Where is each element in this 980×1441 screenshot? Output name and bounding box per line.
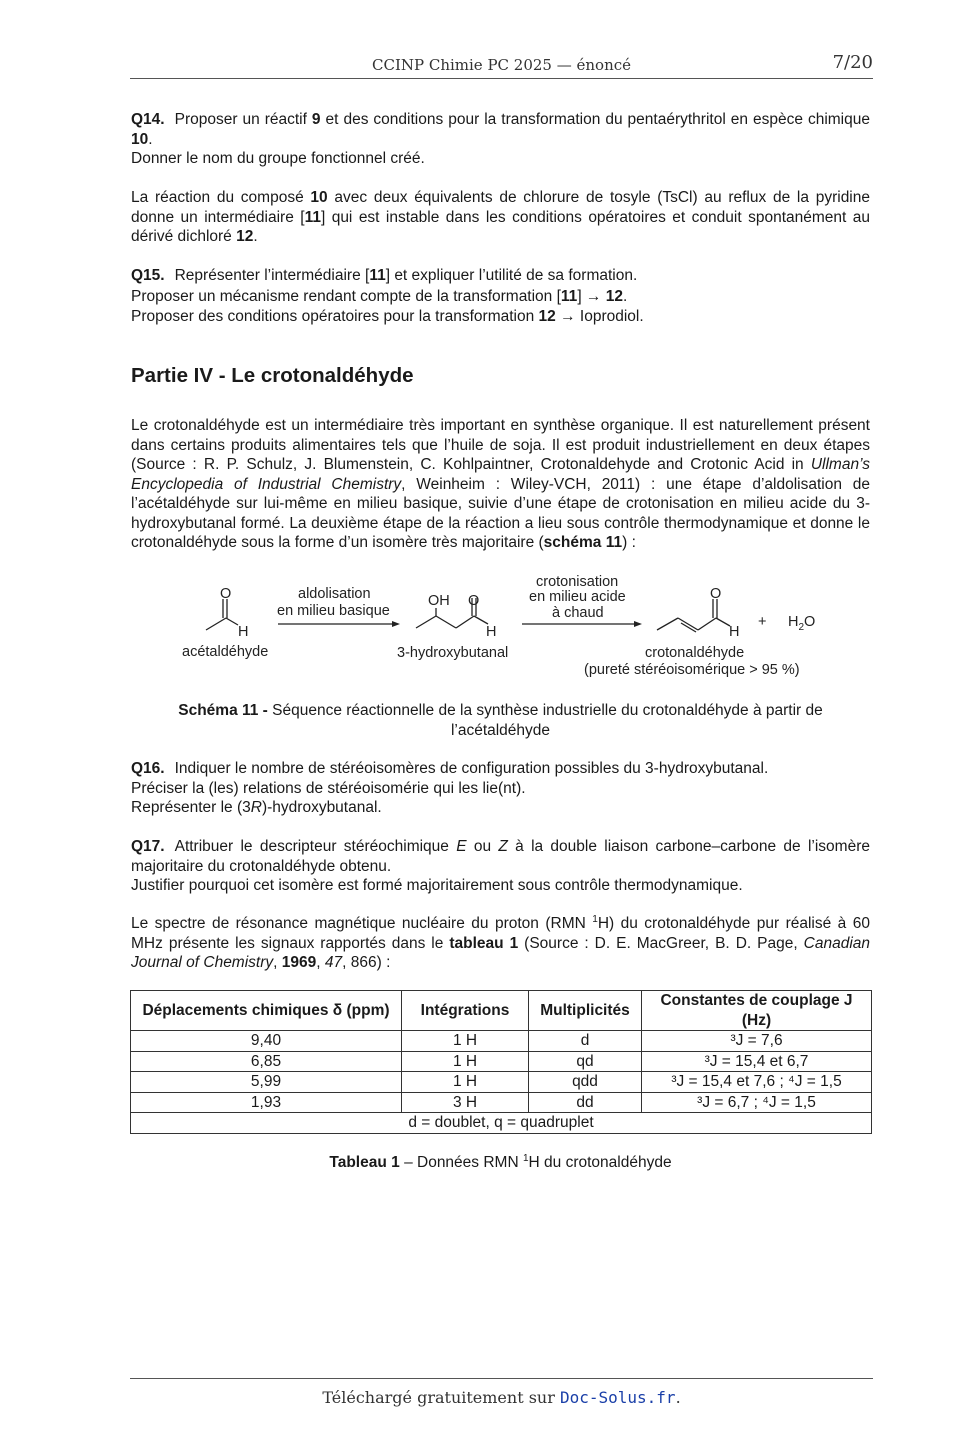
question-q14 — [131, 110, 870, 169]
descriptor-r: R — [250, 799, 262, 816]
page-number: 7/20 — [832, 52, 873, 73]
para-text: , — [273, 954, 282, 971]
journal-volume: 47 — [324, 954, 343, 971]
atom-o: O — [220, 586, 232, 602]
table-row — [131, 1092, 872, 1113]
page-footer — [130, 1378, 873, 1407]
cell-coupling: ³J = 7,6 — [642, 1031, 872, 1052]
descriptor-z: Z — [498, 838, 508, 855]
cell-integration: 3 H — [402, 1092, 529, 1113]
para-text: ) : — [622, 534, 636, 551]
superscript: 1 — [522, 1152, 529, 1164]
cell-shift: 9,40 — [131, 1031, 402, 1052]
journal-name: Canadian Journal of Chemistry — [131, 934, 870, 971]
crotonaldehyde-structure — [657, 599, 730, 632]
caption-text: Séquence réactionnelle de la synthèse industrielle du crotonaldéhyde à partir de l’acétaldéhyde — [267, 702, 823, 739]
plus-sign: + — [758, 614, 767, 630]
compound-12: 12 — [605, 287, 623, 305]
question-q16 — [131, 759, 870, 818]
footer-link[interactable]: Doc-Solus.fr — [559, 1388, 676, 1407]
q15-text: ] → — [577, 287, 606, 305]
atom-o: O — [468, 593, 480, 609]
cell-integration: 1 H — [402, 1051, 529, 1072]
atom-o: O — [710, 586, 722, 602]
q15-text: . — [622, 287, 628, 305]
q14-label: Q14. — [131, 111, 165, 128]
table-legend: d = doublet, q = quadruplet — [131, 1113, 872, 1134]
table-row — [131, 1031, 872, 1052]
label-crotonaldehyde: crotonaldéhyde — [645, 645, 745, 661]
cell-multiplicity: qd — [529, 1051, 642, 1072]
cell-coupling: ³J = 6,7 ; ⁴J = 1,5 — [642, 1092, 872, 1113]
para-text: , — [316, 954, 325, 971]
cell-integration: 1 H — [402, 1031, 529, 1052]
compound-12: 12 — [538, 308, 556, 325]
cell-multiplicity: qdd — [529, 1072, 642, 1093]
caption-text: – Données RMN — [399, 1154, 523, 1171]
question-q15 — [131, 266, 870, 328]
q17-label: Q17. — [131, 838, 165, 855]
step1-label-1: aldolisation — [298, 586, 371, 602]
reaction-scheme — [160, 568, 860, 683]
atom-oh: OH — [428, 593, 450, 609]
q14-text-3: . — [148, 130, 153, 148]
header-title: CCINP Chimie PC 2025 — énoncé — [371, 56, 632, 74]
para-text: ] qui est instable dans les conditions opératoires et conduit spontanément au dérivé dichloré — [131, 208, 870, 245]
compound-11: 11 — [369, 267, 386, 284]
atom-h: H — [729, 624, 740, 640]
q16-text-4: )-hydroxybutanal. — [261, 799, 382, 816]
q14-text-2: et des conditions pour la transformation du pentaérythritol en espèce chimique — [320, 111, 870, 128]
section-title: Partie IV - Le crotonaldéhyde — [131, 364, 414, 387]
scheme-ref: schéma 11 — [543, 534, 623, 551]
label-3-hydroxybutanal: 3-hydroxybutanal — [397, 645, 509, 661]
para-text: avec deux équivalents de chlorure de tosyle (TsCl) au reflux de la pyridine donne un intermédiaire [ — [131, 189, 870, 226]
q17-text: à la double liaison carbone–carbone de l’isomère majoritaire du crotonaldéhyde obtenu. — [131, 838, 870, 875]
compound-9: 9 — [311, 111, 321, 128]
q14-line2: Donner le nom du groupe fonctionnel créé. — [131, 150, 425, 167]
footer-end: . — [675, 1388, 681, 1407]
compound-11: 11 — [304, 208, 321, 226]
step2-label-3: à chaud — [552, 605, 604, 621]
cell-coupling: ³J = 15,4 et 6,7 — [642, 1051, 872, 1072]
footer-text: Téléchargé gratuitement sur — [322, 1388, 560, 1407]
table-caption — [131, 1153, 870, 1173]
table-row — [131, 1051, 872, 1072]
atom-h: H — [486, 624, 497, 640]
q16-text-2: Préciser la (les) relations de stéréoisomérie qui les lie(nt). — [131, 779, 526, 797]
step1-label-2: en milieu basique — [277, 603, 390, 619]
header-coupling: Constantes de couplage J (Hz) — [642, 991, 872, 1031]
superscript: 1 — [592, 913, 598, 925]
descriptor-e: E — [456, 838, 467, 855]
q15-text: ] et expliquer l’utilité de sa formation. — [385, 267, 638, 284]
q17-text: ou — [466, 838, 499, 855]
para-text: , 866) : — [342, 954, 391, 971]
acetaldehyde-structure — [206, 599, 238, 630]
source-title: Ullman’s Encyclopedia of Industrial Chemistry — [131, 456, 870, 493]
step2-label-2: en milieu acide — [529, 589, 626, 605]
compound-11: 11 — [560, 287, 578, 305]
paragraph-intermediate — [131, 188, 870, 247]
atom-h: H — [238, 624, 249, 640]
compound-10: 10 — [131, 130, 149, 148]
table-header-row — [131, 991, 872, 1031]
para-text: , Weinheim : Wiley-VCH, 2011) : une étape d’aldolisation de l’acétaldéhyde sur lui-même en milieu basique, suivie d’une étape de crotonisation en milieu acide du 3-hydroxybutanal formé. La deuxième étape de la réaction a lieu sous contrôle thermodynamique et donne le crotonaldéhyde sous la forme d’un isomère très majoritaire ( — [131, 475, 870, 551]
para-text: H) du crotonaldéhyde pur réalisé à 60 MHz présente les signaux rapportés dans le — [131, 915, 870, 952]
paragraph-crotonaldehyde — [131, 416, 870, 553]
cell-shift: 1,93 — [131, 1092, 402, 1113]
table-ref: tableau 1 — [449, 934, 519, 952]
cell-shift: 5,99 — [131, 1072, 402, 1093]
para-text: La réaction du composé — [131, 189, 311, 206]
compound-12: 12 — [236, 228, 254, 245]
q17-text-2: Justifier pourquoi cet isomère est formé majoritairement sous contrôle thermodynamique. — [131, 877, 743, 894]
cell-shift: 6,85 — [131, 1051, 402, 1072]
table-legend-row — [131, 1113, 872, 1134]
q14-text: Proposer un réactif — [174, 111, 312, 128]
q15-text: Proposer un mécanisme rendant compte de la transformation [ — [131, 287, 561, 305]
q15-label: Q15. — [131, 267, 165, 284]
para-text: Le spectre de résonance magnétique nucléaire du proton (RMN — [131, 915, 593, 932]
cell-multiplicity: dd — [529, 1092, 642, 1113]
arrow-1-head — [392, 621, 400, 627]
question-q17 — [131, 837, 870, 896]
label-acetaldehyde: acétaldéhyde — [182, 644, 269, 660]
header-multiplicity: Multiplicités — [529, 991, 642, 1031]
para-text: . — [253, 228, 258, 245]
cell-coupling: ³J = 15,4 et 7,6 ; ⁴J = 1,5 — [642, 1072, 872, 1093]
paragraph-rmn — [131, 914, 870, 973]
para-text: (Source : D. E. MacGreer, B. D. Page, — [518, 934, 804, 952]
q16-label: Q16. — [131, 760, 165, 777]
label-purity: (pureté stéréoisomérique > 95 %) — [584, 662, 800, 678]
table-row — [131, 1072, 872, 1093]
caption-label: Tableau 1 — [329, 1154, 400, 1171]
header-integration: Intégrations — [402, 991, 529, 1031]
caption-text-2: H du crotonaldéhyde — [528, 1154, 672, 1171]
q15-text: Représenter l’intermédiaire [ — [174, 267, 370, 284]
cell-multiplicity: d — [529, 1031, 642, 1052]
journal-year: 1969 — [281, 954, 317, 971]
q15-text: Proposer des conditions opératoires pour la transformation — [131, 308, 539, 325]
para-text: Le crotonaldéhyde est un intermédiaire très important en synthèse organique. Il est naturellement présent dans certains produits alimentaires tels que l’huile de soja. Il est produit industriellement en deux étapes (Source : R. P. Schulz, J. Blumenstein, C. Kohlpaintner, Crotonaldehyde and Crotonic Acid in — [131, 417, 870, 473]
step2-label-1: crotonisation — [536, 574, 619, 590]
q15-text: → Ioprodiol. — [555, 308, 644, 325]
caption-label: Schéma 11 - — [178, 702, 268, 719]
q16-text-3: Représenter le (3 — [131, 799, 251, 816]
q17-text: Attribuer le descripteur stéréochimique — [174, 838, 457, 855]
page-header — [130, 54, 873, 79]
header-shift: Déplacements chimiques δ (ppm) — [131, 991, 402, 1031]
arrow-2-head — [634, 621, 642, 627]
nmr-table — [130, 990, 872, 1134]
compound-10: 10 — [310, 189, 328, 206]
scheme-caption — [131, 701, 870, 740]
cell-integration: 1 H — [402, 1072, 529, 1093]
water: $H_2O$ — [788, 614, 816, 633]
q16-text: Indiquer le nombre de stéréoisomères de configuration possibles du 3-hydroxybutanal. — [174, 760, 769, 777]
